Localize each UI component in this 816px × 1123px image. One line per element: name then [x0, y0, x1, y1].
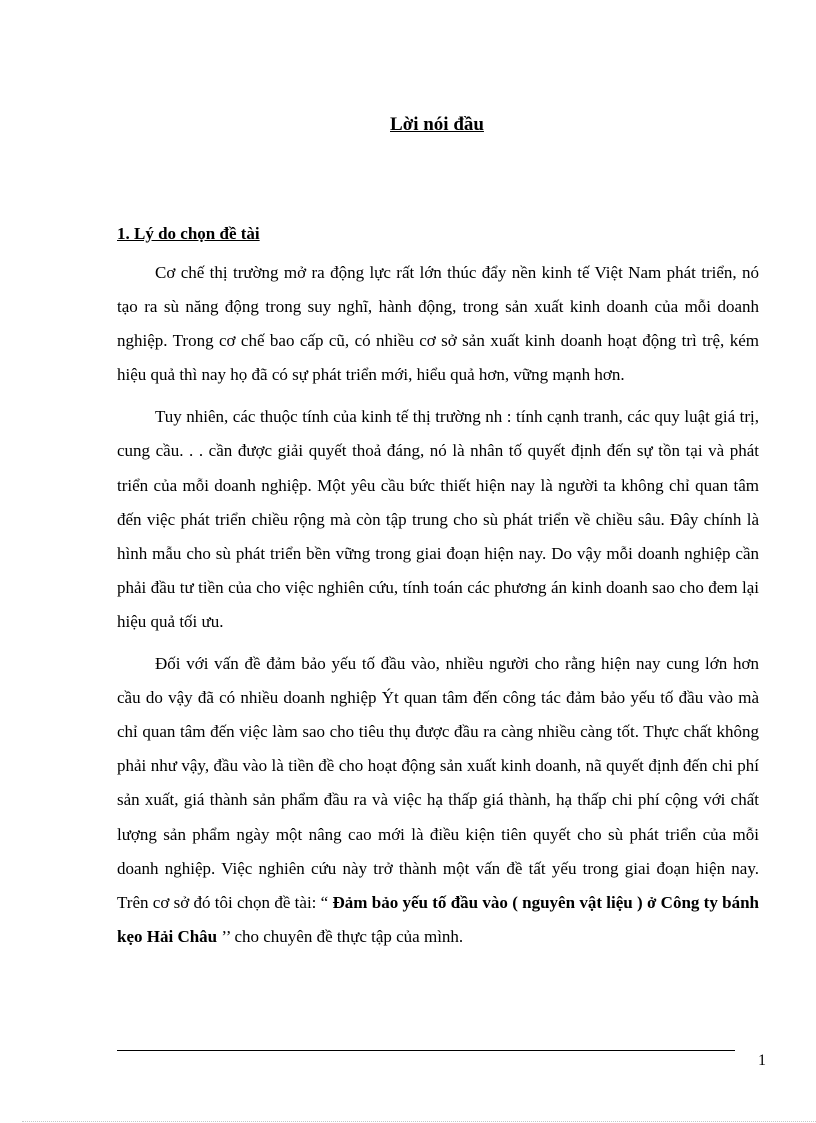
- document-body: [117, 256, 759, 962]
- paragraph-3: [117, 647, 759, 954]
- paragraph-3-tail: cho chuyên đề thực tập của mình.: [230, 926, 464, 946]
- page-number: 1: [758, 1052, 766, 1069]
- footer-rule: [117, 1050, 735, 1051]
- paragraph-1: Cơ chế thị trường mở ra động lực rất lớn thúc đẩy nền kinh tế Việt Nam phát triển, nó tạo ra sù năng động trong suy nghĩ, hành động, trong sản xuất kinh doanh của mỗi doanh nghiệp. Trong cơ chế bao cấp cũ, có nhiều cơ sở sản xuất kinh doanh hoạt động trì trệ, kém hiệu quả thì nay họ đã có sự phát triển mới, hiểu quả hơn, vững mạnh hơn.: [117, 263, 759, 385]
- topic-title: Đảm bảo yếu tố đầu vào ( nguyên vật liệu ) ở Công ty bánh kẹo Hải Châu: [117, 892, 759, 946]
- document-title: Lời nói đầu: [390, 114, 484, 135]
- paragraph-2: Tuy nhiên, các thuộc tính của kinh tế thị trường nh : tính cạnh tranh, các quy luật giá trị, cung cầu. . . cần được giải quyết thoả đáng, nó là nhân tố quyết định đến sự tồn tại và phát triển của mỗi doanh nghiệp. Một yêu cầu bức thiết hiện nay là người ta không chỉ quan tâm đến việc phát triển chiều rộng mà còn tập trung cho sù phát triển về chiều sâu. Đây chính là hình mẫu cho sù phát triển bền vững trong giai đoạn hiện nay. Do vậy mỗi doanh nghiệp cần phải đầu tư tiền của cho việc nghiên cứu, tính toán các phương án kinh doanh sao cho đem lại hiệu quả tối ưu.: [117, 407, 759, 631]
- section-heading: 1. Lý do chọn đề tài: [117, 224, 260, 243]
- paragraph-3-text: Đối với vấn đề đảm bảo yếu tố đầu vào, nhiều người cho rằng hiện nay cung lớn hơn cầu do vậy đã có nhiều doanh nghiệp Ýt quan tâm đến công tác đảm bảo yếu tố đầu vào mà chỉ quan tâm đến việc làm sao cho tiêu thụ được đầu ra càng nhiều càng tốt. Thực chất không phải như vậy, đầu vào là tiền đề cho hoạt động sản xuất kinh doanh, nã quyết định đến chi phí sản xuất, giá thành sản phẩm đầu ra và việc hạ thấp giá thành, hạ thấp chi phí cộng với chất lượng sản phẩm ngày một nâng cao mới là điều kiện tiên quyết cho sù phát triển của mỗi doanh nghiệp. Việc nghiên cứu này trở thành một vấn đề tất yếu trong giai đoạn hiện nay. Trên cơ sở đó tôi chọn đề tài:: [117, 654, 759, 912]
- page-edge-divider: [22, 1121, 816, 1122]
- topic-quote-open: “: [316, 892, 329, 912]
- topic-quote-close: ’’: [217, 926, 231, 946]
